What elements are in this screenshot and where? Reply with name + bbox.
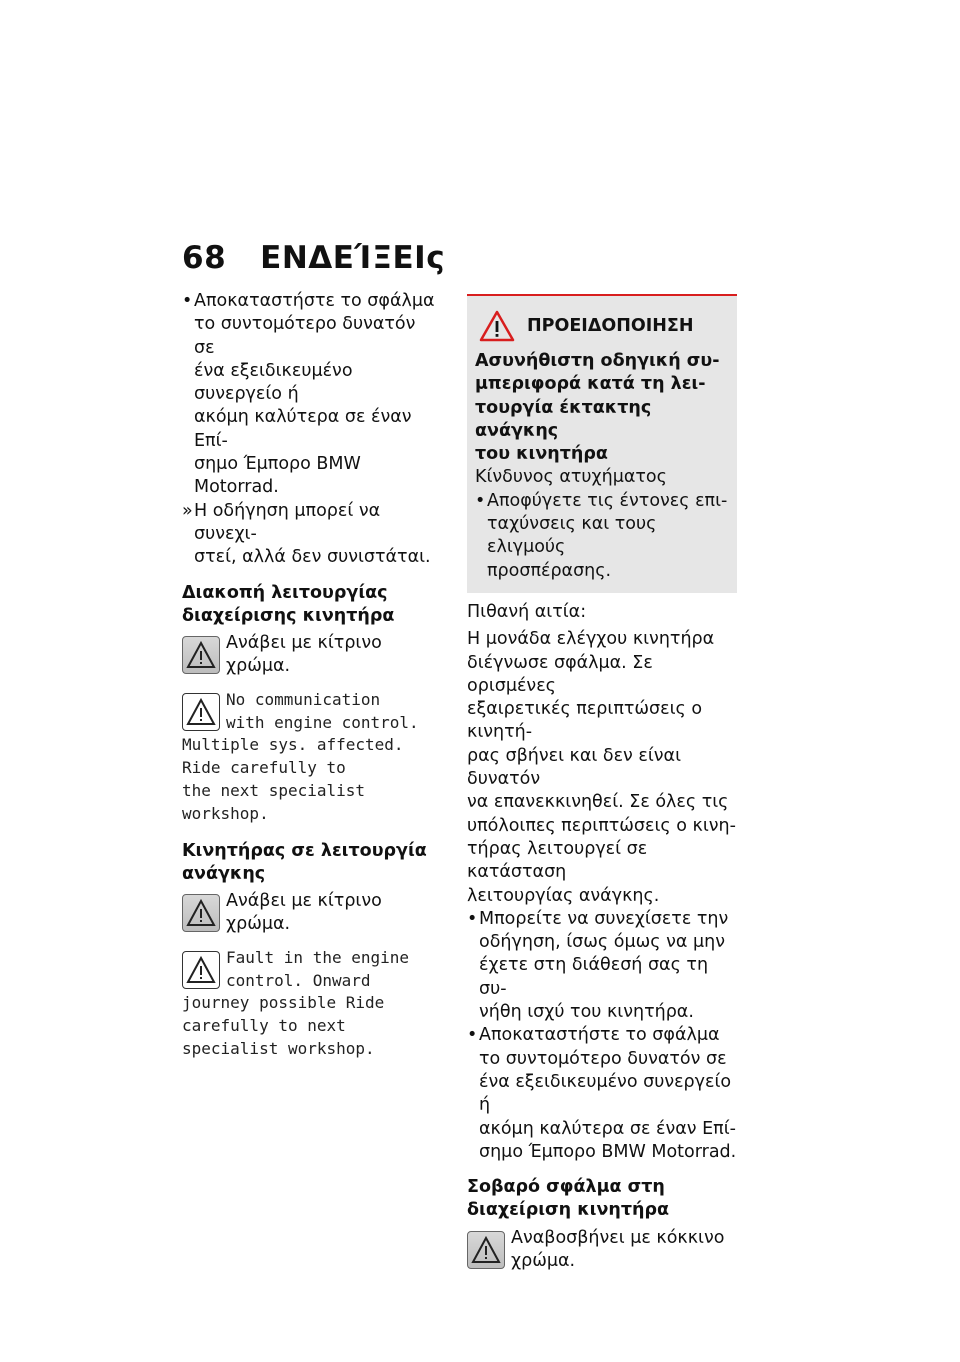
text-line: Αναβοσβήνει με κόκκινο bbox=[511, 1227, 725, 1248]
display-line: Multiple sys. affected. bbox=[182, 735, 404, 755]
heading-line: μπεριφορά κατά τη λει- bbox=[475, 374, 706, 395]
warning-lamp-row bbox=[182, 890, 440, 937]
text-line: χρώμα. bbox=[511, 1250, 576, 1271]
warning-lamp-row bbox=[182, 632, 440, 679]
text-line: στεί, αλλά δεν συνιστάται. bbox=[194, 547, 431, 568]
warning-lamp-icon bbox=[182, 894, 220, 932]
text-line: ακόμη καλύτερα σε έναν Επί- bbox=[194, 407, 412, 451]
bullet-repair bbox=[182, 290, 440, 500]
display-line: the next specialist bbox=[182, 780, 366, 800]
bullet-mark: • bbox=[467, 1025, 478, 1046]
result-mark: » bbox=[182, 500, 193, 521]
text-line: ένα εξειδικευμένο συνεργείο ή bbox=[194, 360, 353, 405]
warning-title bbox=[479, 310, 731, 342]
heading-line: διαχείριση κινητήρα bbox=[467, 1200, 670, 1221]
display-message bbox=[182, 947, 440, 1061]
text-line: να επανεκκινηθεί. Σε όλες τις bbox=[467, 792, 729, 813]
display-warning-icon bbox=[182, 693, 220, 731]
text-line: διέγνωσε σφάλμα. Σε ορισμένες bbox=[467, 652, 653, 696]
heading-line: του κινητήρα bbox=[475, 444, 608, 465]
display-line: carefully to next bbox=[182, 1016, 346, 1036]
heading-line: ανάγκης bbox=[182, 863, 266, 884]
warning-lamp-icon bbox=[182, 636, 220, 674]
text-line: εξαιρετικές περιπτώσεις ο κινητή- bbox=[467, 699, 703, 743]
bullet-mark: • bbox=[475, 490, 486, 511]
heading-line: Κινητήρας σε λειτουργία bbox=[182, 840, 427, 861]
section-heading bbox=[182, 840, 440, 887]
text-line: ταχύνσεις και τους ελιγμούς bbox=[487, 514, 657, 558]
cause-text bbox=[467, 628, 737, 908]
section-heading bbox=[467, 1176, 737, 1223]
warning-risk: Κίνδυνος ατυχήματος bbox=[475, 467, 667, 488]
right-column bbox=[467, 294, 737, 1273]
display-line: journey possible Ride bbox=[182, 993, 385, 1013]
bullet-mark: • bbox=[467, 908, 478, 929]
text-line: τήρας λειτουργεί σε κατάσταση bbox=[467, 838, 648, 883]
heading-line: Σοβαρό σφάλμα στη bbox=[467, 1177, 665, 1198]
page-title: ΕΝΔΕΊΞΕΙς bbox=[260, 240, 446, 276]
text-line: Αποφύγετε τις έντονες επι- bbox=[487, 490, 728, 511]
display-line: No communication bbox=[226, 689, 381, 709]
lamp-text bbox=[467, 1227, 737, 1274]
text-line: Η οδήγηση μπορεί να συνεχι- bbox=[194, 500, 381, 544]
left-column bbox=[182, 290, 440, 1061]
warning-box bbox=[467, 294, 737, 593]
text-line: το συντομότερο δυνατόν σε bbox=[194, 314, 416, 358]
text-line: το συντομότερο δυνατόν σε bbox=[479, 1048, 727, 1069]
bullet-repair bbox=[467, 1024, 737, 1164]
bullet-continue bbox=[467, 908, 737, 1024]
page-header bbox=[182, 240, 445, 276]
lamp-text: Ανάβει με κίτρινο χρώμα. bbox=[226, 633, 382, 677]
text-line: οδήγηση, ίσως όμως να μην bbox=[479, 932, 725, 953]
warning-heading bbox=[475, 350, 731, 466]
cause-label: Πιθανή αιτία: bbox=[467, 601, 587, 622]
display-message bbox=[182, 689, 440, 826]
text-line: σημο Έμπορο BMW Motorrad. bbox=[194, 454, 361, 498]
bullet-mark: • bbox=[182, 291, 193, 311]
text-line: ρας σβήνει και δεν είναι δυνατόν bbox=[467, 745, 681, 790]
heading-line: Διακοπή λειτουργίας bbox=[182, 582, 388, 603]
heading-line: τουργία έκτακτης ανάγκης bbox=[475, 397, 652, 441]
result-note bbox=[182, 500, 440, 570]
display-line: workshop. bbox=[182, 803, 269, 823]
lamp-text: Ανάβει με κίτρινο χρώμα. bbox=[226, 891, 382, 935]
text-line: έχετε στη διάθεσή σας τη συ- bbox=[479, 955, 709, 999]
text-line: Η μονάδα ελέγχου κινητήρα bbox=[467, 629, 715, 650]
display-line: specialist workshop. bbox=[182, 1038, 375, 1058]
display-line: with engine control. bbox=[226, 712, 419, 732]
page-number: 68 bbox=[182, 240, 227, 276]
text-line: προσπέρασης. bbox=[487, 560, 612, 581]
display-line: control. Onward bbox=[226, 970, 371, 990]
display-line: Fault in the engine bbox=[226, 947, 410, 967]
text-line: Αποκαταστήστε το σφάλμα bbox=[194, 291, 435, 311]
text-line: λειτουργίας ανάγκης. bbox=[467, 885, 660, 906]
warning-triangle-icon bbox=[479, 310, 515, 342]
section-heading bbox=[182, 582, 440, 629]
text-line: υπόλοιπες περιπτώσεις ο κινη- bbox=[467, 815, 736, 836]
text-line: ακόμη καλύτερα σε έναν Επί- bbox=[479, 1118, 736, 1139]
warning-label: ΠΡΟΕΙΔΟΠΟΙΗΣΗ bbox=[527, 316, 694, 336]
text-line: νήθη ισχύ του κινητήρα. bbox=[479, 1002, 694, 1023]
text-line: Μπορείτε να συνεχίσετε την bbox=[479, 908, 729, 929]
warning-bullet bbox=[475, 490, 731, 583]
heading-line: διαχείρισης κινητήρα bbox=[182, 605, 395, 626]
heading-line: Ασυνήθιστη οδηγική συ- bbox=[475, 351, 720, 371]
display-warning-icon bbox=[182, 951, 220, 989]
text-line: ένα εξειδικευμένο συνεργείο ή bbox=[479, 1071, 732, 1116]
text-line: σημο Έμπορο BMW Motorrad. bbox=[479, 1141, 737, 1162]
display-line: Ride carefully to bbox=[182, 758, 346, 778]
warning-lamp-row bbox=[467, 1227, 737, 1274]
text-line: Αποκαταστήστε το σφάλμα bbox=[479, 1025, 720, 1046]
warning-lamp-icon bbox=[467, 1231, 505, 1269]
